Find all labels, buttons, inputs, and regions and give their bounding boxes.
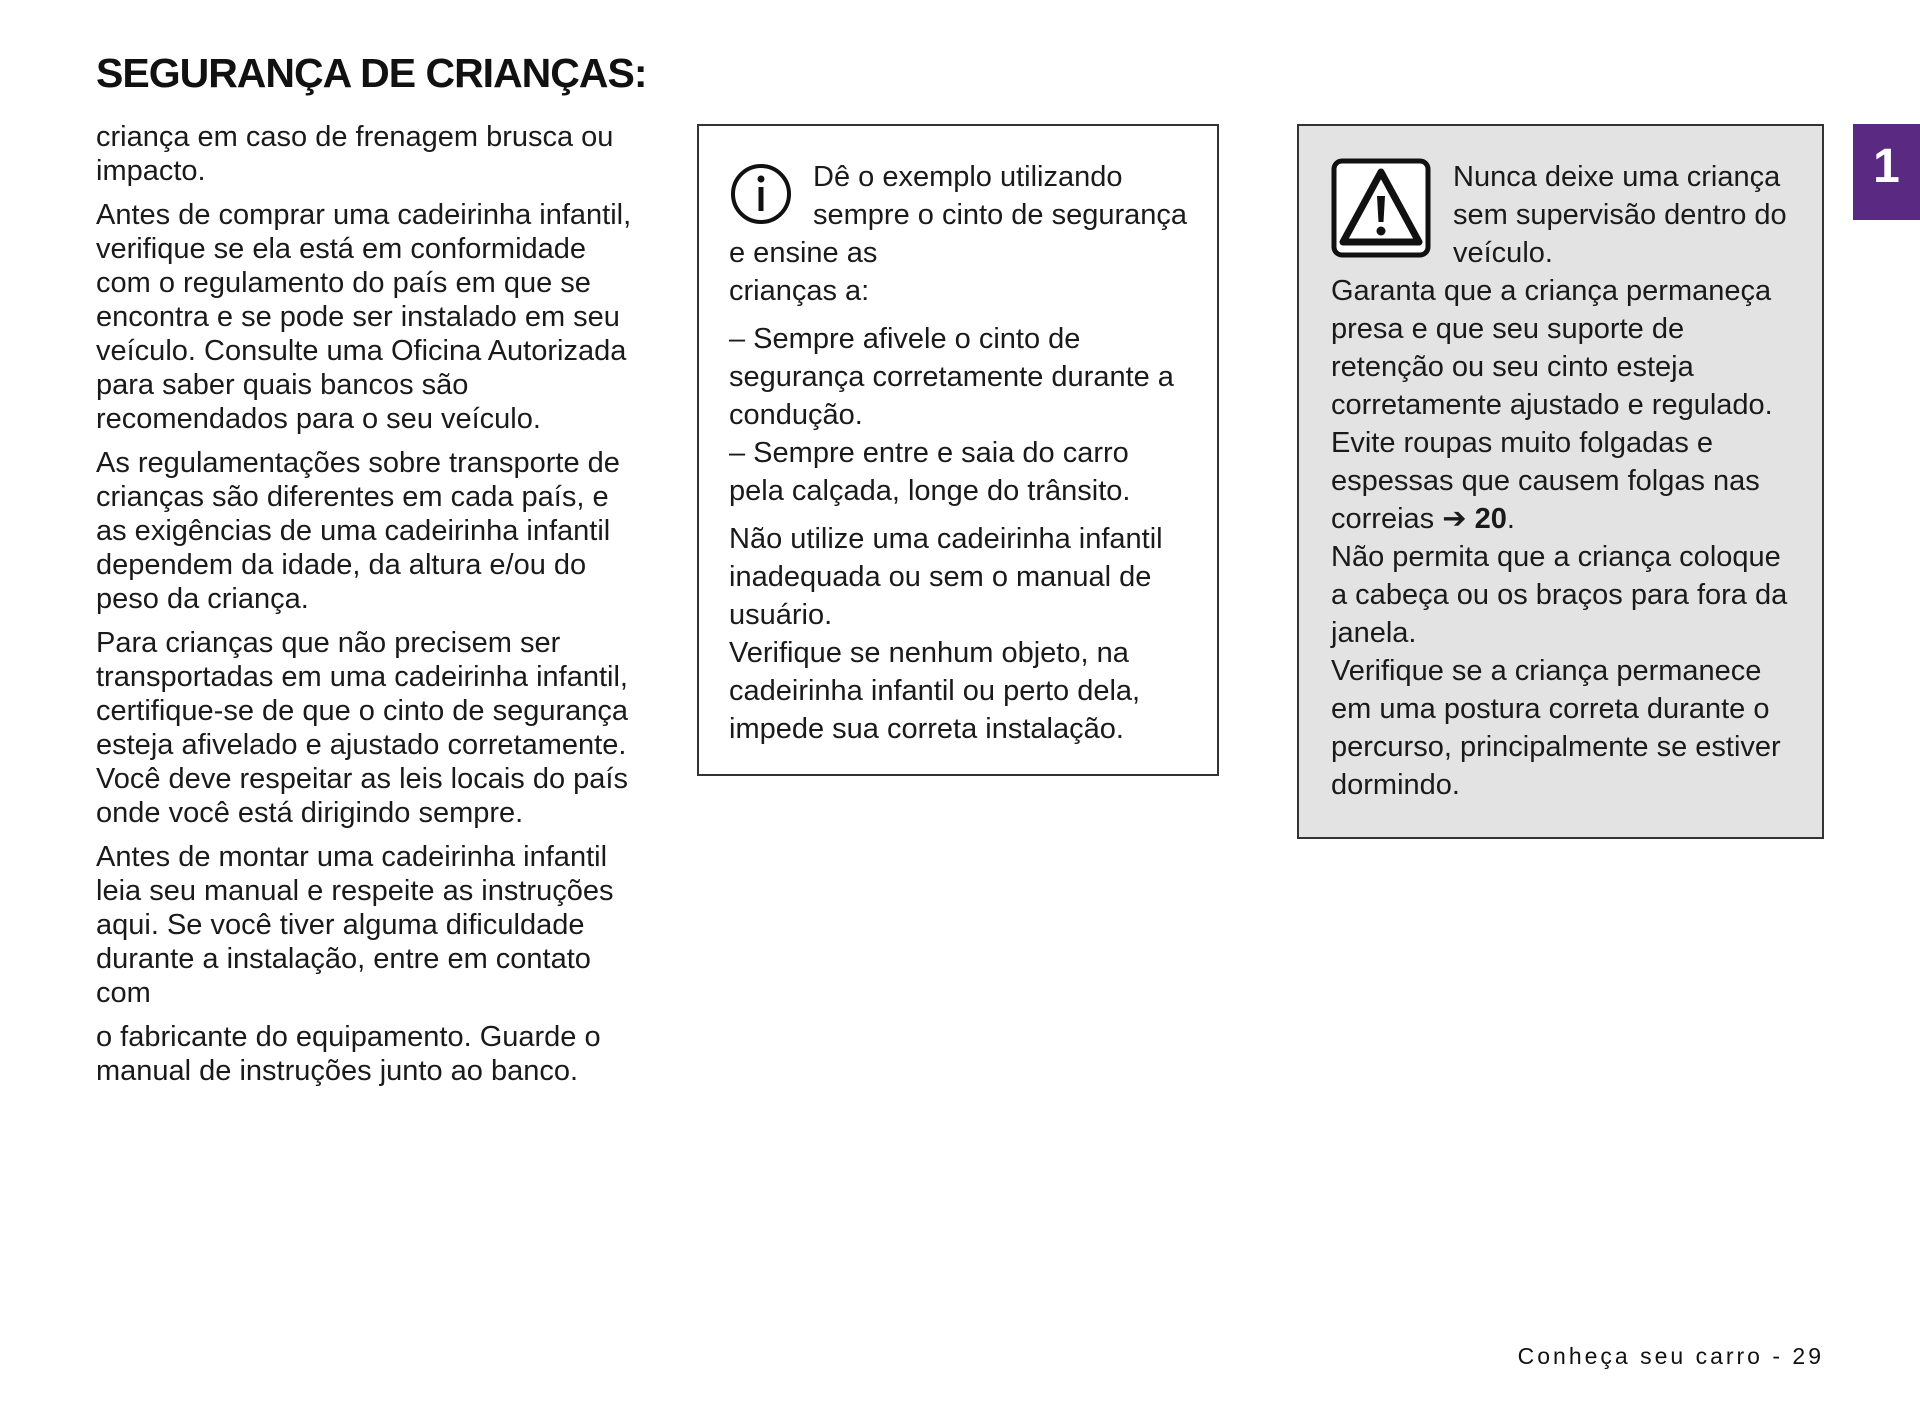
info-intro: Dê o exemplo utilizando sempre o cinto de segurança e ensine as: [729, 161, 1187, 269]
warning-text: Verifique se a criança permanece em uma postura correta durante o percurso, principalmente se estiver dormindo.: [1331, 655, 1781, 801]
warning-text-start: Garanta que a criança: [1331, 275, 1618, 307]
reference-period: .: [1506, 503, 1515, 535]
warning-text: Não permita que a criança coloque a cabeça ou os braços para fora da janela.: [1331, 541, 1788, 649]
warning-text: [1331, 272, 1796, 538]
info-paragraph: Não utilize uma cadeirinha infantil inadequada ou sem o manual de usuário.: [729, 523, 1163, 631]
chapter-tab: 1: [1853, 124, 1920, 220]
warning-notice-box: [1297, 124, 1824, 839]
paragraph: Antes de montar uma cadeirinha infantil leia seu manual e respeite as instruções aqui. Se você tiver alguma dificuldade durante a instalação, entre em contato com: [96, 841, 614, 1009]
page-footer: Conheça seu carro - 29: [1517, 1343, 1824, 1369]
arrow-right-icon: ➔: [1442, 503, 1467, 535]
paragraph: Para crianças que não precisem ser transportadas em uma cadeirinha infantil, certifique-se de que o cinto de segurança esteja afivelado e ajustado corretamente. Você deve respeitar as leis locais do país onde você está dirigindo sempre.: [96, 627, 629, 829]
page-title: SEGURANÇA DE CRIANÇAS:: [96, 50, 647, 96]
warning-triangle-icon: [1331, 158, 1431, 258]
info-intro-continued: crianças a:: [729, 275, 870, 307]
paragraph: Antes de comprar uma cadeirinha infantil, verifique se ela está em conformidade com o regulamento do país em que se encontra e se pode ser instalado em seu veículo. Consulte uma Oficina Autorizada para saber quais bancos são recomendados para o seu veículo.: [96, 199, 632, 435]
info-paragraph: Verifique se nenhum objeto, na cadeirinha infantil ou perto dela, impede sua correta instalação.: [729, 637, 1141, 745]
info-bullet: – Sempre afivele o cinto de segurança corretamente durante a condução.: [729, 323, 1174, 431]
paragraph: o fabricante do equipamento. Guarde o manual de instruções junto ao banco.: [96, 1021, 601, 1087]
page-reference-link[interactable]: 20: [1474, 503, 1507, 535]
info-notice-box: [697, 124, 1219, 776]
warning-text-rest: permaneça presa e que seu suporte de retenção ou seu cinto esteja corretamente ajustado e regulado. Evite roupas muito folgadas e espessas que causem folgas nas correias: [1331, 275, 1773, 535]
info-bullet: – Sempre entre e saia do carro pela calçada, longe do trânsito.: [729, 437, 1131, 507]
paragraph: criança em caso de frenagem brusca ou impacto.: [96, 121, 614, 187]
info-icon: [729, 162, 793, 226]
paragraph: As regulamentações sobre transporte de crianças são diferentes em cada país, e as exigências de uma cadeirinha infantil dependem da idade, da altura e/ou do peso da criança.: [96, 447, 620, 615]
body-text-column: [96, 120, 636, 1098]
warning-text: Nunca deixe uma criança sem supervisão dentro do veículo.: [1453, 161, 1787, 269]
